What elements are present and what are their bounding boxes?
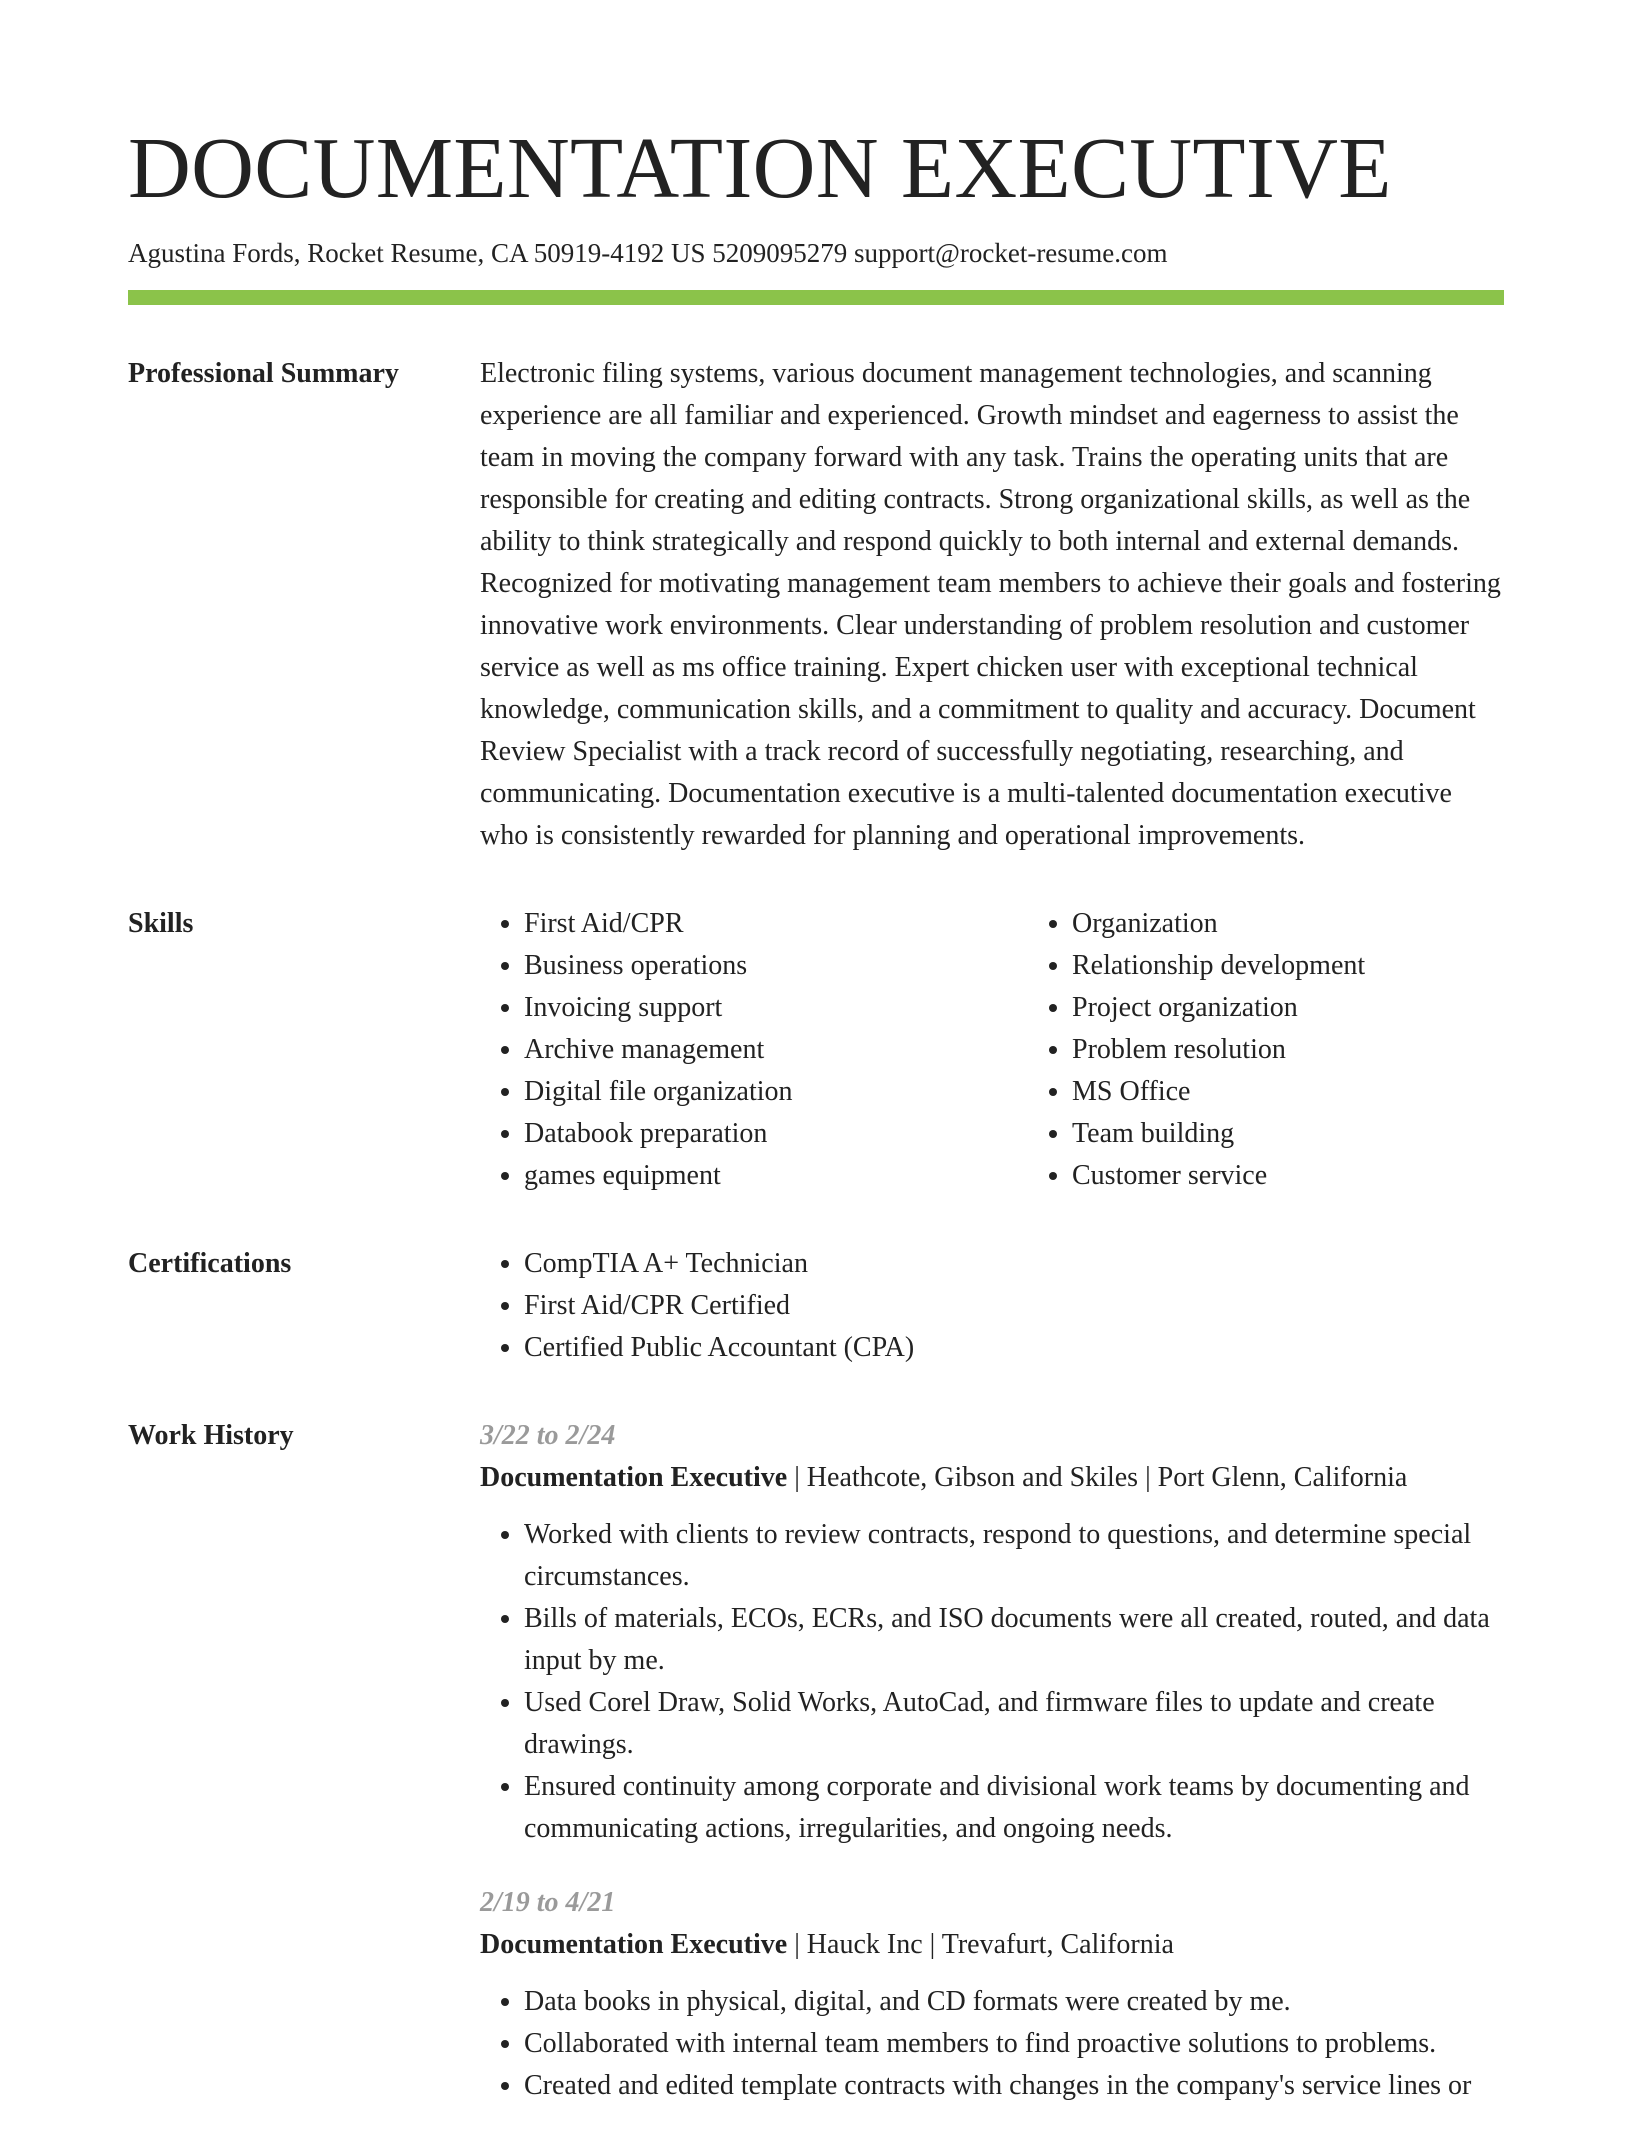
resume-title: DOCUMENTATION EXECUTIVE — [128, 119, 1392, 216]
summary-text: Electronic filing systems, various document management technologies, and scanning experience are all familiar and experienced. Growth mindset and eagerness to assist the team in moving the company forward with any task. Trains the operating units that are responsible for creating and editing contracts. Strong organizational skills, as well as the ability to think strategically and respond quickly to both internal and external demands. Recognized for motivating management team members to achieve their goals and fostering innovative work environments. Clear understanding of problem resolution and customer service as well as ms office training. Expert chicken user with exceptional technical knowledge, communication skills, and a commitment to quality and accuracy. Document Review Specialist with a track record of successfully negotiating, researching, and communicating. Documentation executive is a multi-talented documentation executive who is consistently rewarded for planning and operational improvements. — [480, 358, 1501, 851]
certifications-section — [128, 1243, 1504, 1369]
job-bullet: • Created and edited template contracts with changes in the company's service lines or — [524, 2065, 1504, 2107]
skill-item: • Databook preparation — [524, 1113, 1028, 1155]
section-label-summary: Professional Summary — [128, 358, 399, 389]
job-bullet: • Used Corel Draw, Solid Works, AutoCad, and firmware files to update and create drawings. — [524, 1682, 1504, 1766]
job-bullet: • Data books in physical, digital, and CD formats were created by me. — [524, 1981, 1504, 2023]
job-heading — [480, 1924, 1504, 1966]
job-title: Documentation Executive — [480, 1462, 788, 1493]
skill-item: • Business operations — [524, 945, 1028, 987]
skills-section — [128, 903, 1504, 1197]
skill-item: • Organization — [1072, 903, 1576, 945]
skill-item: • MS Office — [1072, 1071, 1576, 1113]
job-bullet: • Ensured continuity among corporate and divisional work teams by documenting and communicating actions, irregularities, and ongoing needs. — [524, 1766, 1504, 1850]
skill-item: • Problem resolution — [1072, 1029, 1576, 1071]
skill-item: • Invoicing support — [524, 987, 1028, 1029]
contact-line — [128, 236, 1504, 270]
accent-divider — [128, 290, 1504, 305]
section-label-certifications: Certifications — [128, 1248, 292, 1279]
certification-item: • Certified Public Accountant (CPA) — [524, 1327, 1504, 1369]
job-details: | Hauck Inc | Trevafurt, California — [787, 1929, 1174, 1960]
skill-item: • First Aid/CPR — [524, 903, 1028, 945]
job-heading — [480, 1457, 1504, 1499]
certifications-list — [480, 1243, 1504, 1369]
job-entry — [480, 1882, 1504, 2107]
job-dates: 2/19 to 4/21 — [480, 1887, 616, 1918]
job-bullet: • Collaborated with internal team members to find proactive solutions to problems. — [524, 2023, 1504, 2065]
summary-section — [128, 353, 1504, 857]
job-bullet: • Worked with clients to review contracts, respond to questions, and determine special circumstances. — [524, 1514, 1504, 1598]
skill-item: • games equipment — [524, 1155, 1028, 1197]
skills-list-left — [480, 903, 1028, 1197]
skill-item: • Team building — [1072, 1113, 1576, 1155]
section-label-work-history: Work History — [128, 1420, 294, 1451]
job-bullets — [480, 1514, 1504, 1850]
contact-phone: 5209095279 — [712, 238, 848, 268]
contact-address: Agustina Fords, Rocket Resume, CA 50919-4192 US — [128, 238, 706, 268]
skill-item: • Relationship development — [1072, 945, 1576, 987]
job-bullet: • Bills of materials, ECOs, ECRs, and ISO documents were all created, routed, and data input by me. — [524, 1598, 1504, 1682]
job-entry — [480, 1415, 1504, 1850]
section-label-skills: Skills — [128, 908, 194, 939]
skill-item: • Project organization — [1072, 987, 1576, 1029]
job-title: Documentation Executive — [480, 1929, 788, 1960]
skill-item: • Digital file organization — [524, 1071, 1028, 1113]
certification-item: • CompTIA A+ Technician — [524, 1243, 1504, 1285]
job-details: | Heathcote, Gibson and Skiles | Port Glenn, California — [787, 1462, 1408, 1493]
skill-item: • Customer service — [1072, 1155, 1576, 1197]
job-bullets — [480, 1981, 1504, 2107]
work-history-section — [128, 1415, 1504, 2139]
skill-item: • Archive management — [524, 1029, 1028, 1071]
contact-email: support@rocket-resume.com — [854, 238, 1168, 268]
job-dates: 3/22 to 2/24 — [480, 1420, 616, 1451]
skills-list-right — [1028, 903, 1576, 1197]
certification-item: • First Aid/CPR Certified — [524, 1285, 1504, 1327]
